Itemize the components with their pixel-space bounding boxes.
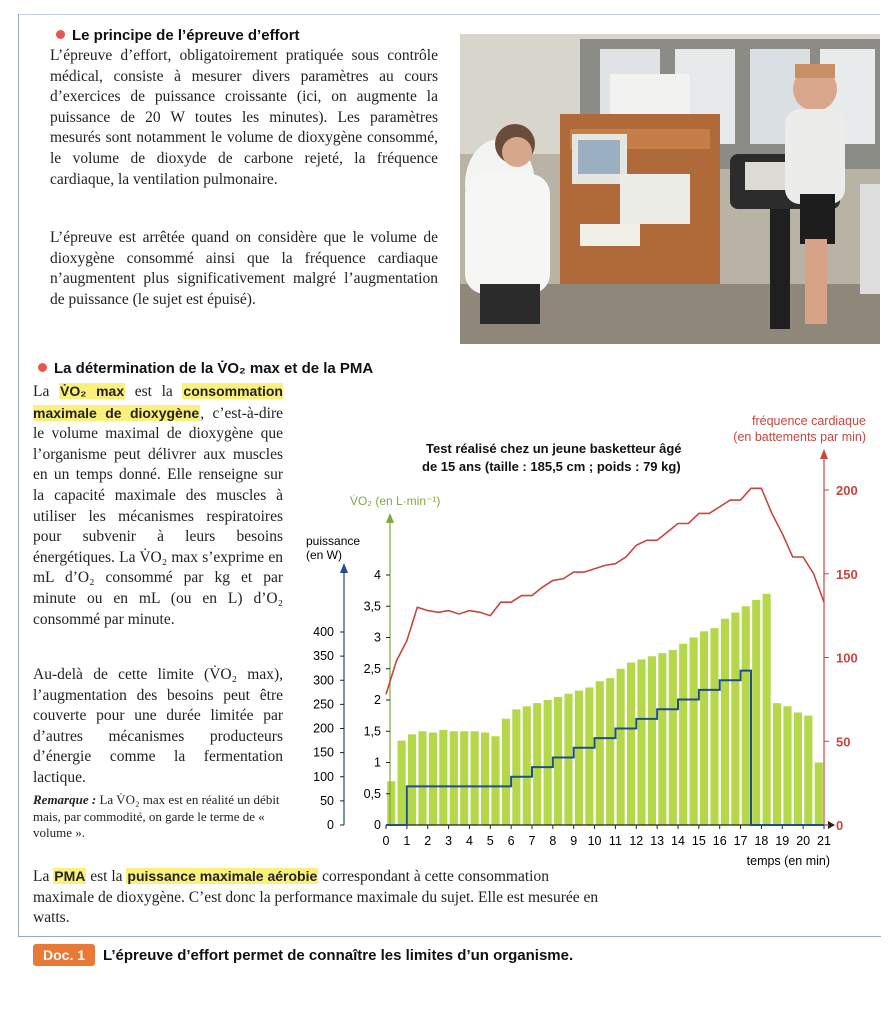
vo2-bar [387,781,395,825]
vo2-axis-label: V̇O₂ (en L·min⁻¹) [350,494,441,508]
section2-para2: Au-delà de cette limite (V̇O₂ max), l’augmentation des besoins peut être couverte pour une durée limitée par d’autres mécanismes producteurs d’énergie comme la fermentation lactique. [33,666,283,786]
x-tick-label: 3 [445,834,453,848]
vo2-bar [460,731,468,825]
x-tick-label: 14 [671,834,685,848]
x-tick-label: 13 [650,834,665,848]
power-axis-arrow [340,563,348,573]
vo2-bar [450,731,458,825]
doc-tag: Doc. 1 [33,944,95,966]
power-tick-label: 0 [327,818,334,832]
text-run: est la [86,868,127,885]
vo2-bar [773,703,781,825]
remark-label: Remarque : [33,792,97,807]
vo2-bar [398,741,406,825]
x-tick-label: 17 [733,834,748,848]
vo2-bar [439,730,447,825]
vo2-bars-group [387,594,823,825]
vo2-bar [752,600,760,825]
power-axis-label-2: (en W) [306,548,342,562]
heart-tick-label: 0 [836,818,844,833]
vo2-bar [471,731,479,825]
text-run: , c’est-à-dire le volume maximal de dioxygène que l’organisme peut délivrer aux muscles en un temps donné. Elle renseigne sur la capacité maximale des muscles à utiliser les mécanismes respiratoires pour subvenir à leurs besoins énergétiques. La V̇O₂ max s’exprime en mL d’O₂ consommé par kg et par minute ou en mL (ou en L) d’O₂ consommé par minute. [33,404,283,628]
x-tick-label: 15 [691,834,706,848]
heart-axis-arrow [820,449,828,459]
x-tick-label: 6 [507,834,515,848]
vo2-tick-label: 2,5 [363,661,381,676]
vo2-bar [669,650,677,825]
x-tick-label: 11 [608,834,622,848]
vo2-bar [585,688,593,826]
power-tick-label: 50 [320,793,334,808]
text-run: est la [125,383,183,400]
x-tick-label: 1 [403,834,411,848]
x-tick-label: 7 [528,834,536,848]
vo2-bar [648,656,656,825]
heart-tick-label: 200 [836,483,858,498]
vo2-bar [533,703,541,825]
power-tick-label: 250 [313,697,334,712]
text-run: La [33,383,59,400]
vo2-bar [700,631,708,825]
remark [33,792,283,842]
x-tick-label: 0 [382,834,390,848]
vo2-bar [544,700,552,825]
text-run: correspondant à cette consommation maximale de dioxygène. C’est donc la performance maximale du sujet. Elle est mesurée en watts. [33,868,599,927]
heart-axis-label-1: fréquence cardiaque [752,414,866,428]
vo2-bar [731,613,739,826]
vo2-bar [658,653,666,825]
x-tick-label: 4 [465,834,473,848]
highlight-pma-full: puissance maximale aérobie [127,868,318,884]
power-tick-label: 300 [313,673,334,688]
remark-text: La V̇O₂ max est en réalité un débit mais, par commodité, on garde le terme de « volume ». [33,792,280,840]
vo2-bar [815,763,823,826]
vo2-bar [596,681,604,825]
x-tick-label: 12 [629,834,644,848]
section1-para1: L’épreuve d’effort, obligatoirement pratiquée sous contrôle médical, consiste à mesurer divers paramètres au cours d’exercices de puissance croissante (ici, on augmente la puissance de 20 W toutes les minutes). Les paramètres mesurés sont notamment le volume de dioxygène consommé, le volume de dioxyde de carbone rejeté, la fréquence cardiaque, la ventilation pulmonaire. [50,47,438,188]
power-tick-label: 100 [313,769,334,784]
vo2-bar [627,663,635,826]
doc-caption-bar [33,942,573,968]
x-tick-label: 19 [775,834,790,848]
section2-para1 [33,381,283,630]
power-tick-label: 150 [313,745,334,760]
x-tick-label: 2 [424,834,432,848]
vo2-bar [523,706,531,825]
vo2-bar [783,706,791,825]
vo2-bar [679,644,687,825]
stress-test-chart [290,405,870,875]
x-axis-label: temps (en min) [746,854,830,868]
vo2-bar [418,731,426,825]
doc-caption: L’épreuve d’effort permet de connaître les limites d’un organisme. [103,946,574,964]
vo2-bar [564,694,572,825]
heart-axis-label-2: (en battements par min) [733,430,866,444]
heart-tick-label: 50 [836,734,851,750]
power-tick-label: 350 [313,649,334,664]
section1-para2: L’épreuve est arrêtée quand on considère que le volume de dioxygène consommé ainsi que la fréquence cardiaque n’augmentent plus significativement malgré l’augmentation de puissance (le sujet est épuisé). [50,229,438,308]
vo2-bar [408,734,416,825]
vo2-bar [794,713,802,826]
vo2-bar [721,619,729,825]
highlight-vo2max: V̇O₂ max [59,383,125,399]
highlight-consommation: consommation maximale de dioxygène [33,383,283,421]
text-run: La [33,868,54,885]
vo2-tick-label: 4 [374,568,381,582]
bullet-icon [56,30,65,39]
vo2-tick-label: 2 [374,693,381,707]
vo2-bar [502,719,510,825]
vo2-tick-label: 3 [374,630,381,645]
vo2-bar [481,733,489,826]
vo2-bar [512,709,520,825]
vo2-tick-label: 0,5 [363,786,381,801]
vo2-bar [575,691,583,825]
x-axis-arrow [828,821,835,829]
vo2-bar [763,594,771,825]
bullet-icon [38,363,47,372]
x-tick-label: 18 [754,834,769,848]
chart-title-line1: Test réalisé chez un jeune basketteur âgé [426,441,682,456]
stress-test-photo [460,34,880,344]
vo2-bar [554,697,562,825]
x-tick-label: 20 [796,834,811,848]
power-tick-label: 400 [313,625,334,639]
x-tick-label: 16 [712,834,727,848]
pma-paragraph [33,866,603,929]
x-tick-label: 10 [587,834,602,848]
heart-tick-label: 150 [836,566,858,582]
chart-title-line2: de 15 ans (taille : 185,5 cm ; poids : 79 kg) [422,459,681,474]
x-tick-label: 8 [549,834,557,848]
power-tick-label: 200 [313,721,334,736]
vo2-bar [742,606,750,825]
vo2-bar [690,638,698,826]
x-tick-label: 5 [486,834,494,848]
vo2-bar [491,736,499,825]
section2-title: La détermination de la V̇O₂ max et de la PMA [38,360,373,377]
x-tick-label: 21 [817,834,831,848]
vo2-bar [710,628,718,825]
vo2-tick-label: 3,5 [363,599,381,614]
x-tick-label: 9 [570,834,578,848]
vo2-bar [617,669,625,825]
vo2-bar [637,659,645,825]
vo2-axis-arrow [386,513,394,523]
highlight-pma: PMA [54,868,86,884]
vo2-tick-label: 0 [374,818,381,832]
vo2-bar [429,733,437,826]
vo2-tick-label: 1,5 [363,724,381,739]
vo2-bar [606,678,614,825]
vo2-bar [804,716,812,825]
heart-tick-label: 100 [836,650,858,666]
power-axis-label-1: puissance [306,534,361,548]
vo2-tick-label: 1 [374,755,381,770]
section1-title: Le principe de l’épreuve d’effort [56,27,300,44]
